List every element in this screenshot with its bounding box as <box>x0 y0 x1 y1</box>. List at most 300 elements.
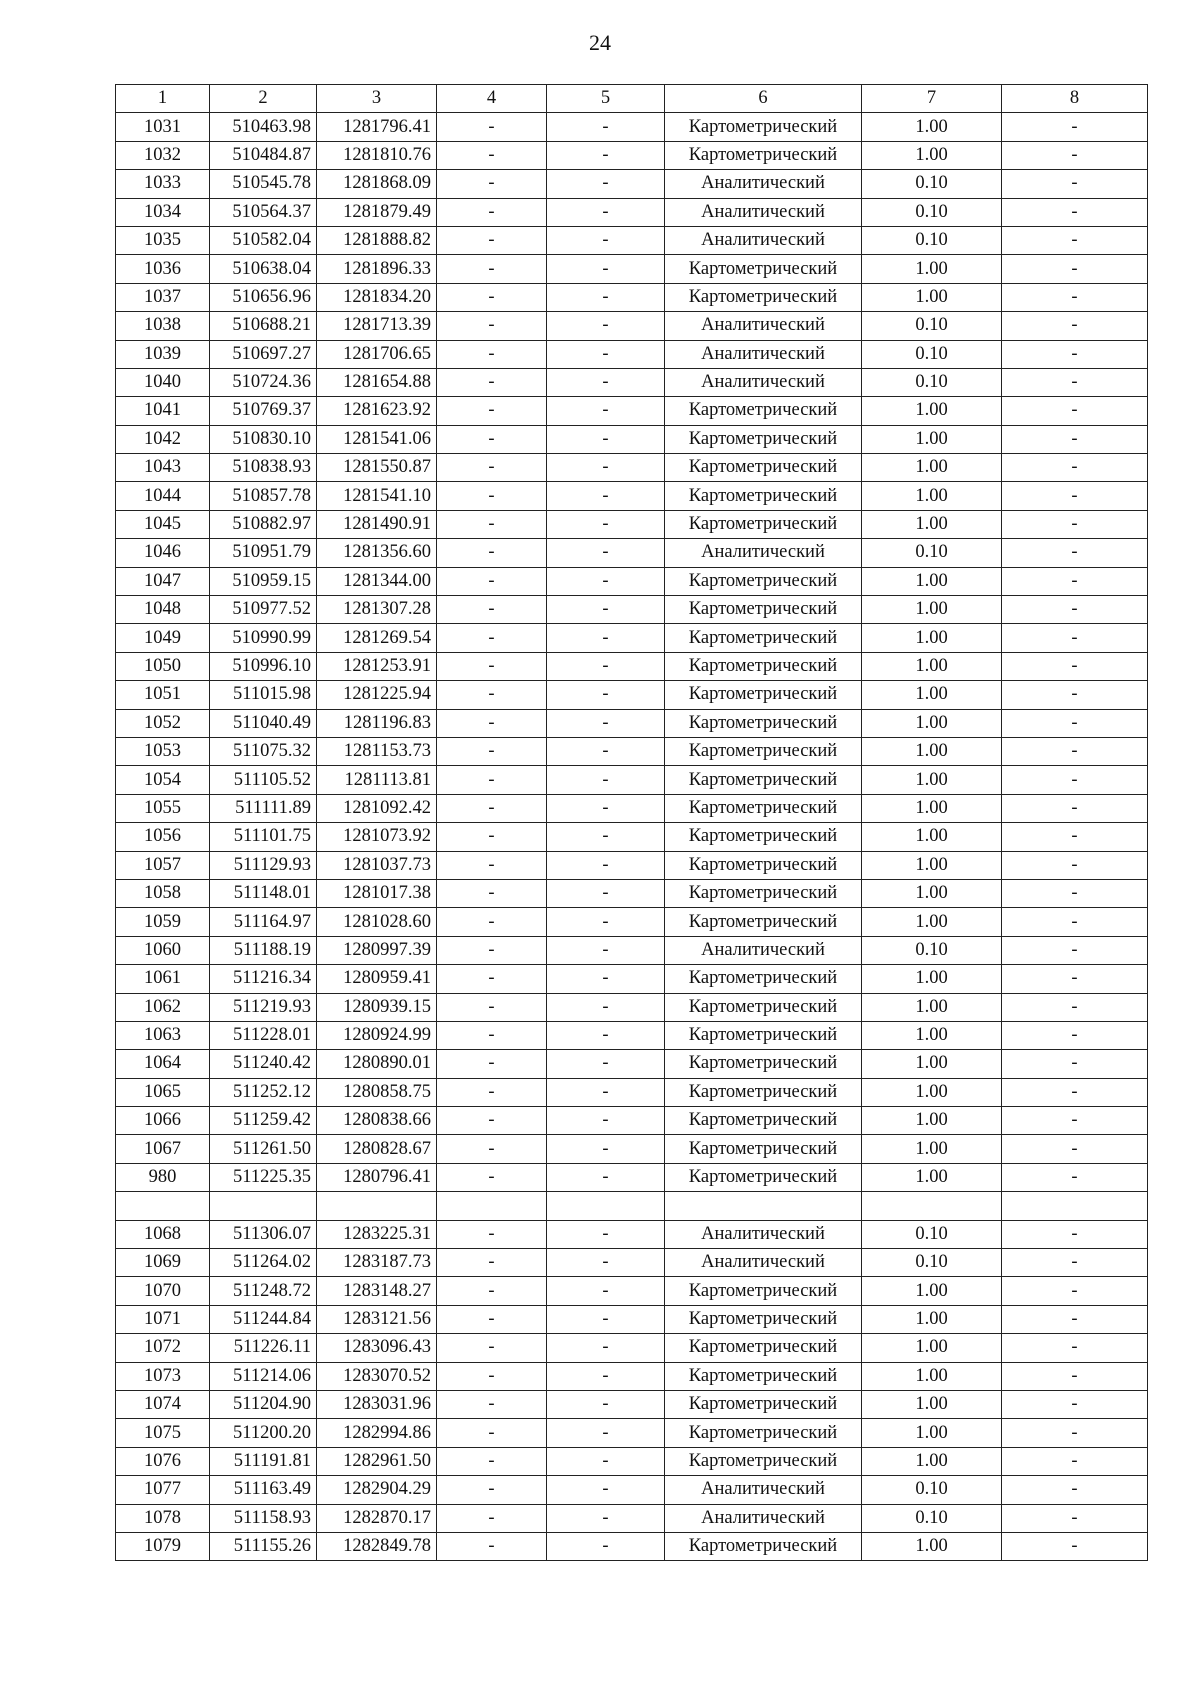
table-row <box>116 1050 1148 1078</box>
table-row <box>116 425 1148 453</box>
table-cell: 1062 <box>116 993 210 1021</box>
table-cell: - <box>547 1220 665 1248</box>
table-cell: Картометрический <box>665 652 862 680</box>
table-cell: Картометрический <box>665 397 862 425</box>
table-row <box>116 1476 1148 1504</box>
table-cell: - <box>547 312 665 340</box>
table-cell: 1.00 <box>862 1050 1002 1078</box>
table-cell: 1071 <box>116 1305 210 1333</box>
table-cell: 1069 <box>116 1249 210 1277</box>
table-row <box>116 567 1148 595</box>
table-cell: Картометрический <box>665 1163 862 1191</box>
header-cell: 6 <box>665 85 862 113</box>
table-cell: 511240.42 <box>210 1050 317 1078</box>
table-cell: - <box>1002 1135 1148 1163</box>
table-cell: 1063 <box>116 1021 210 1049</box>
table-row <box>116 1249 1148 1277</box>
table-cell: - <box>1002 1305 1148 1333</box>
table-cell: 1283148.27 <box>317 1277 437 1305</box>
table-row <box>116 766 1148 794</box>
table-row <box>116 737 1148 765</box>
table-cell: - <box>437 340 547 368</box>
table-cell: 1.00 <box>862 1078 1002 1106</box>
table-cell: 1282870.17 <box>317 1504 437 1532</box>
table-cell: - <box>437 794 547 822</box>
table-cell: 1281713.39 <box>317 312 437 340</box>
table-cell: - <box>1002 1220 1148 1248</box>
table-cell: Картометрический <box>665 1447 862 1475</box>
table-cell: - <box>1002 255 1148 283</box>
table-cell <box>317 1192 437 1220</box>
table-cell: - <box>437 1220 547 1248</box>
table-row <box>116 681 1148 709</box>
table-cell: 1.00 <box>862 1362 1002 1390</box>
table-cell: 510977.52 <box>210 596 317 624</box>
table-cell: 1032 <box>116 141 210 169</box>
table-cell: - <box>547 1078 665 1106</box>
table-cell: - <box>437 283 547 311</box>
table-cell <box>547 1192 665 1220</box>
table-cell: - <box>437 255 547 283</box>
table-cell: 1281541.06 <box>317 425 437 453</box>
table-cell: 1059 <box>116 908 210 936</box>
table-cell: 511155.26 <box>210 1532 317 1560</box>
table-cell: - <box>547 1249 665 1277</box>
table-cell: 1051 <box>116 681 210 709</box>
table-cell: 510882.97 <box>210 510 317 538</box>
table-cell: 510582.04 <box>210 226 317 254</box>
table-cell: 511252.12 <box>210 1078 317 1106</box>
table-cell: Картометрический <box>665 1078 862 1106</box>
table-cell: 1281888.82 <box>317 226 437 254</box>
table-cell: 1074 <box>116 1390 210 1418</box>
table-cell: 0.10 <box>862 226 1002 254</box>
table-cell: 1070 <box>116 1277 210 1305</box>
table-cell: Картометрический <box>665 1050 862 1078</box>
table-cell: - <box>437 1135 547 1163</box>
table-body <box>116 85 1148 1561</box>
table-cell: - <box>437 908 547 936</box>
table-cell: - <box>547 1050 665 1078</box>
table-cell: - <box>547 1447 665 1475</box>
table-row <box>116 170 1148 198</box>
table-cell: - <box>437 1419 547 1447</box>
table-cell: - <box>1002 851 1148 879</box>
table-row <box>116 1504 1148 1532</box>
table-cell: - <box>547 425 665 453</box>
table-cell: - <box>1002 1447 1148 1475</box>
table-cell: - <box>547 567 665 595</box>
table-cell: Картометрический <box>665 965 862 993</box>
table-cell: 510545.78 <box>210 170 317 198</box>
table-cell: 1067 <box>116 1135 210 1163</box>
table-row <box>116 1419 1148 1447</box>
table-cell: - <box>547 1532 665 1560</box>
table-cell: - <box>437 454 547 482</box>
table-cell: - <box>1002 624 1148 652</box>
table-cell: - <box>1002 794 1148 822</box>
table-cell: Картометрический <box>665 454 862 482</box>
table-cell: Аналитический <box>665 340 862 368</box>
table-cell: 511306.07 <box>210 1220 317 1248</box>
table-cell: - <box>1002 1390 1148 1418</box>
table-cell: 1.00 <box>862 113 1002 141</box>
table-cell <box>437 1192 547 1220</box>
table-cell: 1054 <box>116 766 210 794</box>
table-cell: Картометрический <box>665 255 862 283</box>
table-cell: 1050 <box>116 652 210 680</box>
table-cell: Картометрический <box>665 425 862 453</box>
table-cell: 1282994.86 <box>317 1419 437 1447</box>
table-cell: 511129.93 <box>210 851 317 879</box>
table-cell: 1282961.50 <box>317 1447 437 1475</box>
table-cell: - <box>547 652 665 680</box>
table-cell: 1075 <box>116 1419 210 1447</box>
table-cell: - <box>547 141 665 169</box>
table-cell: - <box>437 198 547 226</box>
table-cell: - <box>437 1163 547 1191</box>
table-cell: 511228.01 <box>210 1021 317 1049</box>
table-cell: 511225.35 <box>210 1163 317 1191</box>
table-cell: 1281307.28 <box>317 596 437 624</box>
table-cell: 511148.01 <box>210 879 317 907</box>
table-cell <box>1002 1192 1148 1220</box>
table-row <box>116 709 1148 737</box>
table-cell: 1061 <box>116 965 210 993</box>
table-cell: - <box>547 936 665 964</box>
table-cell: - <box>1002 454 1148 482</box>
table-cell: 1046 <box>116 539 210 567</box>
table-cell: 1.00 <box>862 709 1002 737</box>
table-cell: 1079 <box>116 1532 210 1560</box>
table-cell: - <box>437 936 547 964</box>
table-cell: 1281017.38 <box>317 879 437 907</box>
table-cell: 1.00 <box>862 1334 1002 1362</box>
table-cell: - <box>547 993 665 1021</box>
table-cell: 1281092.42 <box>317 794 437 822</box>
table-cell: 1281896.33 <box>317 255 437 283</box>
table-row <box>116 482 1148 510</box>
table-cell: 1068 <box>116 1220 210 1248</box>
table-cell: 510688.21 <box>210 312 317 340</box>
table-cell: 1.00 <box>862 1107 1002 1135</box>
table-cell: 1055 <box>116 794 210 822</box>
header-cell: 5 <box>547 85 665 113</box>
table-cell: Картометрический <box>665 1107 862 1135</box>
table-cell: Аналитический <box>665 170 862 198</box>
table-cell: 1058 <box>116 879 210 907</box>
table-cell: 1060 <box>116 936 210 964</box>
table-row <box>116 454 1148 482</box>
table-cell: - <box>437 823 547 851</box>
table-row <box>116 1390 1148 1418</box>
table-cell: - <box>547 510 665 538</box>
table-cell: - <box>1002 1163 1148 1191</box>
table-cell: - <box>437 993 547 1021</box>
table-row <box>116 1362 1148 1390</box>
table-cell: 1.00 <box>862 454 1002 482</box>
table-cell: 510830.10 <box>210 425 317 453</box>
table-cell: Картометрический <box>665 1277 862 1305</box>
table-cell: - <box>547 908 665 936</box>
table-cell: 1.00 <box>862 425 1002 453</box>
table-cell: - <box>1002 1050 1148 1078</box>
table-cell: - <box>547 368 665 396</box>
table-cell: 510951.79 <box>210 539 317 567</box>
header-cell: 8 <box>1002 85 1148 113</box>
table-cell: 1041 <box>116 397 210 425</box>
table-cell: 511040.49 <box>210 709 317 737</box>
table-cell: 1.00 <box>862 851 1002 879</box>
table-cell: - <box>1002 113 1148 141</box>
table-cell: - <box>437 1447 547 1475</box>
table-cell: 1.00 <box>862 737 1002 765</box>
table-cell: 510697.27 <box>210 340 317 368</box>
table-row <box>116 879 1148 907</box>
table-cell: Картометрический <box>665 141 862 169</box>
table-cell: 1281490.91 <box>317 510 437 538</box>
table-separator-row <box>116 1192 1148 1220</box>
table-cell: 1076 <box>116 1447 210 1475</box>
table-cell: - <box>547 1419 665 1447</box>
table-cell: Картометрический <box>665 1334 862 1362</box>
table-cell: Аналитический <box>665 312 862 340</box>
table-cell: - <box>437 1277 547 1305</box>
table-cell: - <box>1002 141 1148 169</box>
table-cell: 1283096.43 <box>317 1334 437 1362</box>
table-cell: 510769.37 <box>210 397 317 425</box>
table-cell: - <box>547 397 665 425</box>
table-cell: 511015.98 <box>210 681 317 709</box>
table-cell: - <box>437 1476 547 1504</box>
table-cell: 1034 <box>116 198 210 226</box>
table-cell: - <box>437 1050 547 1078</box>
table-row <box>116 312 1148 340</box>
table-cell: Аналитический <box>665 1249 862 1277</box>
table-cell: - <box>547 1163 665 1191</box>
table-cell: - <box>1002 965 1148 993</box>
table-cell: 1280858.75 <box>317 1078 437 1106</box>
table-cell: - <box>437 368 547 396</box>
table-cell: - <box>1002 539 1148 567</box>
table-cell: 511191.81 <box>210 1447 317 1475</box>
table-cell: 511158.93 <box>210 1504 317 1532</box>
table-cell: 1033 <box>116 170 210 198</box>
table-row <box>116 1532 1148 1560</box>
table-cell: - <box>1002 170 1148 198</box>
table-cell: Аналитический <box>665 368 862 396</box>
table-cell: - <box>1002 1277 1148 1305</box>
table-cell: Аналитический <box>665 1504 862 1532</box>
table-cell: - <box>1002 312 1148 340</box>
table-cell: - <box>1002 283 1148 311</box>
table-cell: 510484.87 <box>210 141 317 169</box>
table-cell: 511163.49 <box>210 1476 317 1504</box>
header-cell: 7 <box>862 85 1002 113</box>
table-cell: Аналитический <box>665 539 862 567</box>
table-cell: 511248.72 <box>210 1277 317 1305</box>
table-cell: 1077 <box>116 1476 210 1504</box>
table-cell: 1044 <box>116 482 210 510</box>
table-cell <box>862 1192 1002 1220</box>
table-cell: 0.10 <box>862 170 1002 198</box>
table-cell: - <box>437 425 547 453</box>
table-cell: - <box>547 1277 665 1305</box>
page-number: 24 <box>589 30 611 55</box>
table-cell: 0.10 <box>862 1476 1002 1504</box>
table-cell: 0.10 <box>862 198 1002 226</box>
table-cell: - <box>1002 1532 1148 1560</box>
table-cell: - <box>437 879 547 907</box>
table-cell: 1281879.49 <box>317 198 437 226</box>
table-cell: 1057 <box>116 851 210 879</box>
table-cell: 1281868.09 <box>317 170 437 198</box>
table-cell: 1.00 <box>862 567 1002 595</box>
table-cell: Картометрический <box>665 879 862 907</box>
table-cell: - <box>547 539 665 567</box>
table-cell: Картометрический <box>665 766 862 794</box>
table-cell: - <box>547 851 665 879</box>
table-cell: 1283187.73 <box>317 1249 437 1277</box>
table-cell: 511261.50 <box>210 1135 317 1163</box>
table-cell: 1064 <box>116 1050 210 1078</box>
table-cell: 1073 <box>116 1362 210 1390</box>
table-cell: - <box>1002 1476 1148 1504</box>
table-cell: 1281253.91 <box>317 652 437 680</box>
table-cell: - <box>547 255 665 283</box>
table-cell: Картометрический <box>665 1362 862 1390</box>
table-cell: - <box>547 965 665 993</box>
table-row <box>116 340 1148 368</box>
table-row <box>116 368 1148 396</box>
table-cell: 1043 <box>116 454 210 482</box>
table-cell: - <box>547 454 665 482</box>
table-cell: 1.00 <box>862 993 1002 1021</box>
table-cell: - <box>437 681 547 709</box>
table-cell: Картометрический <box>665 908 862 936</box>
table-cell: 0.10 <box>862 312 1002 340</box>
table-cell: 1040 <box>116 368 210 396</box>
table-cell: 1053 <box>116 737 210 765</box>
table-cell: Картометрический <box>665 596 862 624</box>
table-row <box>116 1220 1148 1248</box>
table-cell: 1047 <box>116 567 210 595</box>
table-row <box>116 652 1148 680</box>
table-cell: 1045 <box>116 510 210 538</box>
table-cell: Картометрический <box>665 681 862 709</box>
table-cell: 1.00 <box>862 766 1002 794</box>
table-cell <box>665 1192 862 1220</box>
table-cell: 1281550.87 <box>317 454 437 482</box>
table-cell: 1280796.41 <box>317 1163 437 1191</box>
table-cell: 510724.36 <box>210 368 317 396</box>
table-cell: 511111.89 <box>210 794 317 822</box>
table-cell: 1281037.73 <box>317 851 437 879</box>
table-cell: - <box>547 1021 665 1049</box>
table-row <box>116 1078 1148 1106</box>
table-cell: 1281706.65 <box>317 340 437 368</box>
table-cell: - <box>1002 226 1148 254</box>
table-cell: 1065 <box>116 1078 210 1106</box>
table-cell: Картометрический <box>665 510 862 538</box>
table-cell: 511214.06 <box>210 1362 317 1390</box>
table-cell: 1052 <box>116 709 210 737</box>
table-cell: 511244.84 <box>210 1305 317 1333</box>
table-cell: 1280959.41 <box>317 965 437 993</box>
table-cell: - <box>1002 681 1148 709</box>
table-cell: 510959.15 <box>210 567 317 595</box>
table-cell: Картометрический <box>665 1390 862 1418</box>
table-cell: - <box>547 596 665 624</box>
table-cell: - <box>1002 1021 1148 1049</box>
table-cell: - <box>437 596 547 624</box>
table-cell: - <box>547 170 665 198</box>
table-row <box>116 1447 1148 1475</box>
table-cell: - <box>437 397 547 425</box>
table-cell: 510990.99 <box>210 624 317 652</box>
table-cell: - <box>547 340 665 368</box>
table-cell: 510838.93 <box>210 454 317 482</box>
table-cell: - <box>547 1390 665 1418</box>
table-cell: 1038 <box>116 312 210 340</box>
table-row <box>116 823 1148 851</box>
table-row <box>116 624 1148 652</box>
table-cell: - <box>547 823 665 851</box>
table-cell: 511200.20 <box>210 1419 317 1447</box>
table-cell: 1280838.66 <box>317 1107 437 1135</box>
table-cell: Картометрический <box>665 482 862 510</box>
table-cell: Аналитический <box>665 226 862 254</box>
table-cell: 1.00 <box>862 510 1002 538</box>
table-cell: - <box>1002 1504 1148 1532</box>
table-cell: - <box>437 624 547 652</box>
table-cell: 1.00 <box>862 681 1002 709</box>
table-row <box>116 993 1148 1021</box>
table-cell: 0.10 <box>862 1504 1002 1532</box>
table-cell: 1283225.31 <box>317 1220 437 1248</box>
table-cell: - <box>1002 1334 1148 1362</box>
table-cell: 1283121.56 <box>317 1305 437 1333</box>
table-cell: - <box>547 283 665 311</box>
table-cell: 1.00 <box>862 1419 1002 1447</box>
table-cell: 511264.02 <box>210 1249 317 1277</box>
table-cell: - <box>437 851 547 879</box>
table-cell: 1283070.52 <box>317 1362 437 1390</box>
table-cell: - <box>437 226 547 254</box>
table-cell: 1280828.67 <box>317 1135 437 1163</box>
table-cell: 1039 <box>116 340 210 368</box>
table-cell: 1.00 <box>862 283 1002 311</box>
table-cell: - <box>437 766 547 794</box>
table-cell: Картометрический <box>665 624 862 652</box>
table-cell: - <box>1002 1419 1148 1447</box>
table-cell: - <box>1002 823 1148 851</box>
table-cell: 0.10 <box>862 1249 1002 1277</box>
table-cell: - <box>437 482 547 510</box>
table-cell: 1031 <box>116 113 210 141</box>
table-cell: - <box>437 170 547 198</box>
table-row <box>116 1277 1148 1305</box>
table-cell: - <box>1002 1249 1148 1277</box>
table-row <box>116 198 1148 226</box>
table-cell: 1.00 <box>862 1135 1002 1163</box>
table-cell <box>116 1192 210 1220</box>
table-cell: Картометрический <box>665 823 862 851</box>
table-cell: Аналитический <box>665 1220 862 1248</box>
table-cell: 511164.97 <box>210 908 317 936</box>
table-cell: - <box>437 1390 547 1418</box>
table-cell: - <box>547 1135 665 1163</box>
